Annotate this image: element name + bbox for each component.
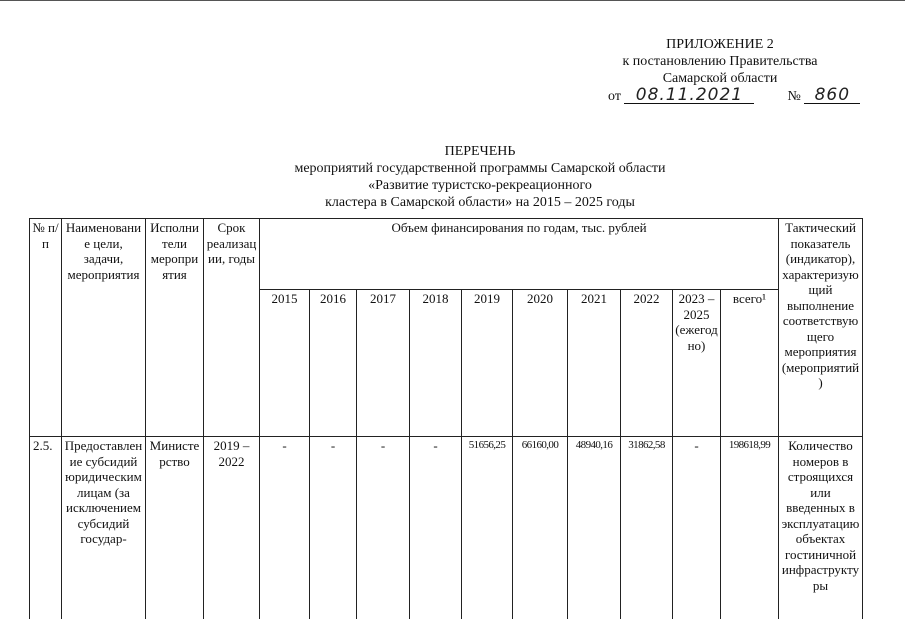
title-line-1: ПЕРЕЧЕНЬ bbox=[444, 144, 516, 159]
year-header: 2023 – 2025 (ежегодно) bbox=[673, 290, 721, 437]
appendix-line-3: Самарской области bbox=[662, 71, 778, 86]
year-header: 2020 bbox=[513, 290, 568, 437]
header-num: № п/п bbox=[30, 219, 62, 437]
handwritten-number: 860 bbox=[804, 88, 860, 104]
total-cell: 198618,99 bbox=[721, 437, 779, 620]
header-name: Наименование цели, задачи, мероприятия bbox=[62, 219, 146, 437]
year-header: 2016 bbox=[310, 290, 357, 437]
appendix-title: ПРИЛОЖЕНИЕ 2 bbox=[666, 37, 774, 52]
appendix-block bbox=[560, 36, 880, 87]
value-cell: - bbox=[410, 437, 462, 620]
total-header: всего¹ bbox=[721, 290, 779, 437]
value-cell: 66160,00 bbox=[513, 437, 568, 620]
year-header: 2019 bbox=[462, 290, 513, 437]
year-header: 2022 bbox=[621, 290, 673, 437]
table-row bbox=[30, 437, 863, 620]
value-cell: - bbox=[357, 437, 410, 620]
header-financing: Объем финансирования по годам, тыс. рублей bbox=[260, 219, 779, 290]
row-executor: Министерство bbox=[146, 437, 204, 620]
page-top-border bbox=[0, 0, 905, 1]
number-prefix: № bbox=[787, 89, 801, 104]
row-num: 2.5. bbox=[30, 437, 62, 620]
row-indicator: Количество номеров в строящихся или введенных в эксплуатацию объектах гостиничной инфраструктуры bbox=[779, 437, 863, 620]
row-name: Предоставление субсидий юридическим лицам (за исключением субсидий государ- bbox=[62, 437, 146, 620]
date-prefix: от bbox=[608, 89, 621, 104]
resolution-date-line bbox=[608, 85, 860, 105]
year-header: 2018 bbox=[410, 290, 462, 437]
value-cell: 31862,58 bbox=[621, 437, 673, 620]
header-term: Срок реализации, годы bbox=[204, 219, 260, 437]
row-term: 2019 – 2022 bbox=[204, 437, 260, 620]
title-line-3: «Развитие туристско-рекреационного bbox=[368, 178, 592, 193]
value-cell: - bbox=[260, 437, 310, 620]
value-cell: - bbox=[310, 437, 357, 620]
measures-table bbox=[29, 218, 863, 619]
year-header: 2017 bbox=[357, 290, 410, 437]
header-indicator: Тактический показатель (индикатор), характеризующий выполнение соответствующего мероприятия (мероприятий) bbox=[779, 219, 863, 437]
year-header: 2021 bbox=[568, 290, 621, 437]
handwritten-date: 08.11.2021 bbox=[624, 88, 754, 104]
title-line-2: мероприятий государственной программы Самарской области bbox=[294, 161, 666, 176]
year-header: 2015 bbox=[260, 290, 310, 437]
value-cell: 51656,25 bbox=[462, 437, 513, 620]
title-line-4: кластера в Самарской области» на 2015 – 2025 годы bbox=[325, 195, 635, 210]
value-cell: 48940,16 bbox=[568, 437, 621, 620]
value-cell: - bbox=[673, 437, 721, 620]
appendix-line-2: к постановлению Правительства bbox=[622, 54, 818, 69]
document-title bbox=[200, 143, 760, 211]
header-executors: Исполнители мероприятия bbox=[146, 219, 204, 437]
table-header-row bbox=[30, 219, 863, 290]
